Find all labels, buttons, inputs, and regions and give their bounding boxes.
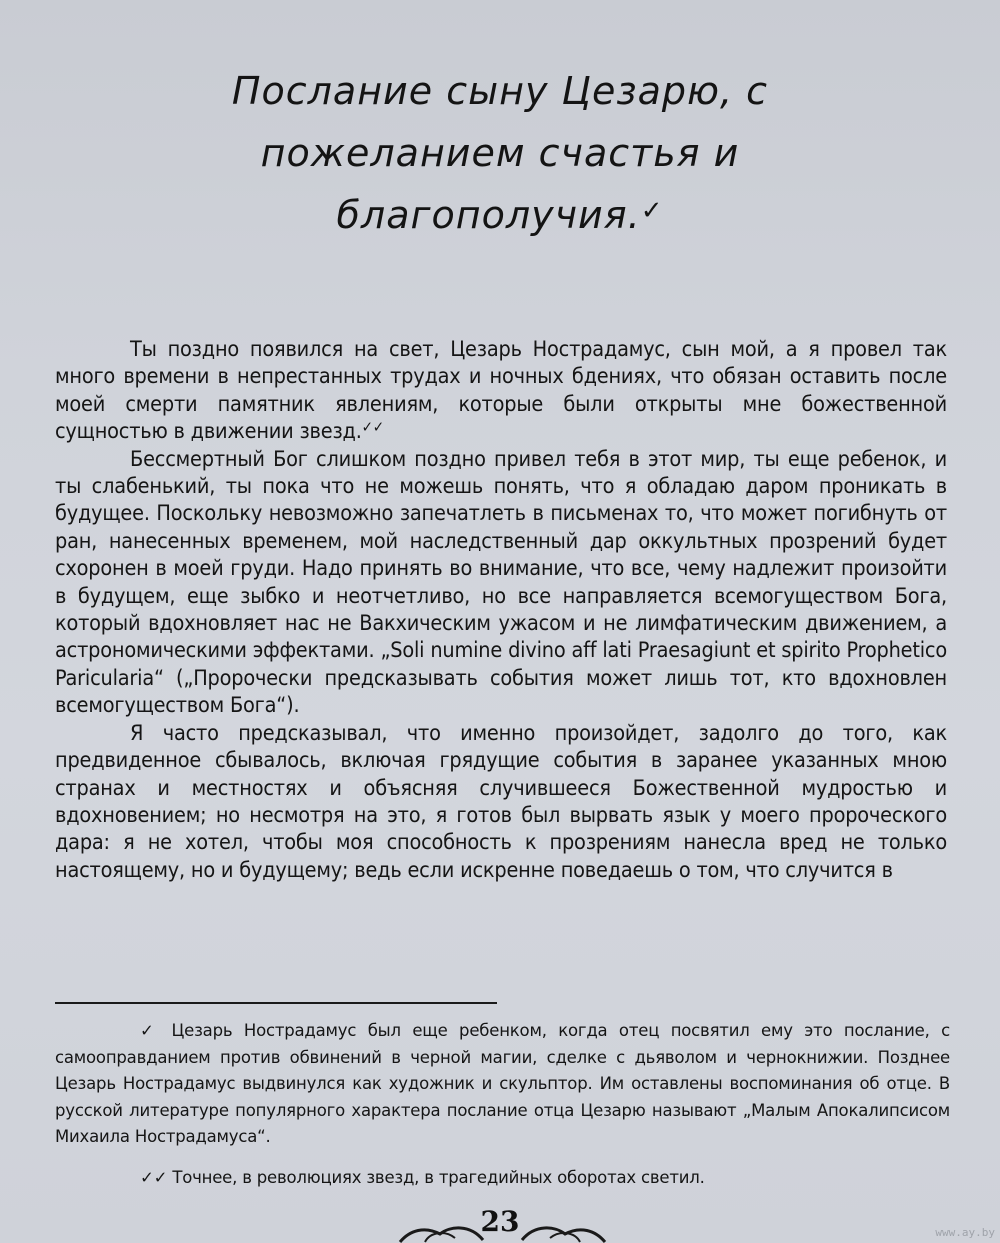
paragraph-1	[55, 336, 947, 446]
title-line-3-text: благополучия.	[336, 193, 641, 237]
title-line-1: Послание сыну Цезарю, с	[231, 69, 769, 113]
footnote-mark-1: ✓	[640, 196, 664, 226]
footnotes	[55, 1018, 950, 1191]
footnote-1-mark: ✓	[140, 1021, 161, 1040]
footnote-2-mark: ✓✓	[140, 1167, 168, 1187]
footnote-1	[55, 1018, 950, 1151]
footnote-1-text: Цезарь Нострадамус был еще ребенком, когда отец посвятил ему это послание, с самооправданием против обвинений в черной магии, сделке с дьяволом и чернокнижии. Позднее Цезарь Нострадамус выдвинулся как художник и скульптор. Им оставлены воспоминания об отце. В русской литературе популярного характера послание отца Цезарю называют „Малым Апокалипсисом Михаила Нострадамуса“.	[55, 1021, 950, 1146]
title-line-2: пожеланием счастья и	[260, 131, 740, 175]
page-number: 23	[480, 1205, 520, 1238]
paragraph-1-text: Ты поздно появился на свет, Цезарь Нострадамус, сын мой, а я провел так много времени в непрестанных трудах и ночных бдениях, что обязан оставить после моей смерти памятник явлениям, которые были открыты мне божественной сущностью в движении звезд.	[55, 337, 947, 445]
footnote-divider	[55, 1002, 497, 1004]
paragraph-2: Бессмертный Бог слишком поздно привел тебя в этот мир, ты еще ребенок, и ты слабенький, ты пока что не можешь понять, что я обладаю даром проникать в будущее. Поскольку невозможно запечатлеть в письменах то, что может погибнуть от ран, нанесенных временем, мой наследственный дар оккультных прозрений будет схоронен в моей груди. Надо принять во внимание, что все, чему надлежит произойти в будущем, еще зыбко и неотчетливо, но все направляется всемогуществом Бога, который вдохновляет нас не Вакхическим ужасом и не лимфатическим движением, а астрономическими эффектами. „Soli numine divino aff lati Praesagiunt et spirito Prophetico Paricularia“ („Пророчески предсказывать события может лишь тот, кто вдохновлен всемогуществом Бога“).	[55, 446, 947, 719]
title-line-3	[150, 184, 850, 246]
footnote-2	[55, 1165, 950, 1192]
footnote-2-text: Точнее, в революциях звезд, в трагедийных оборотах светил.	[172, 1167, 705, 1187]
footnote-mark-2: ✓✓	[361, 418, 384, 437]
paragraph-3: Я часто предсказывал, что именно произойдет, задолго до того, как предвиденное сбывалось, включая грядущие события в заранее указанных мною странах и местностях и объясняя случившееся Божественной мудростью и вдохновением; но несмотря на это, я готов был вырвать язык у моего пророческого дара: я не хотел, чтобы моя способность к прозрениям нанесла вред не только настоящему, но и будущему; ведь если искренне поведаешь о том, что случится в	[55, 720, 947, 883]
body-text	[55, 336, 947, 884]
chapter-title	[150, 60, 850, 246]
watermark: www.ay.by	[935, 1226, 995, 1239]
ornament-right-icon	[520, 1222, 610, 1243]
